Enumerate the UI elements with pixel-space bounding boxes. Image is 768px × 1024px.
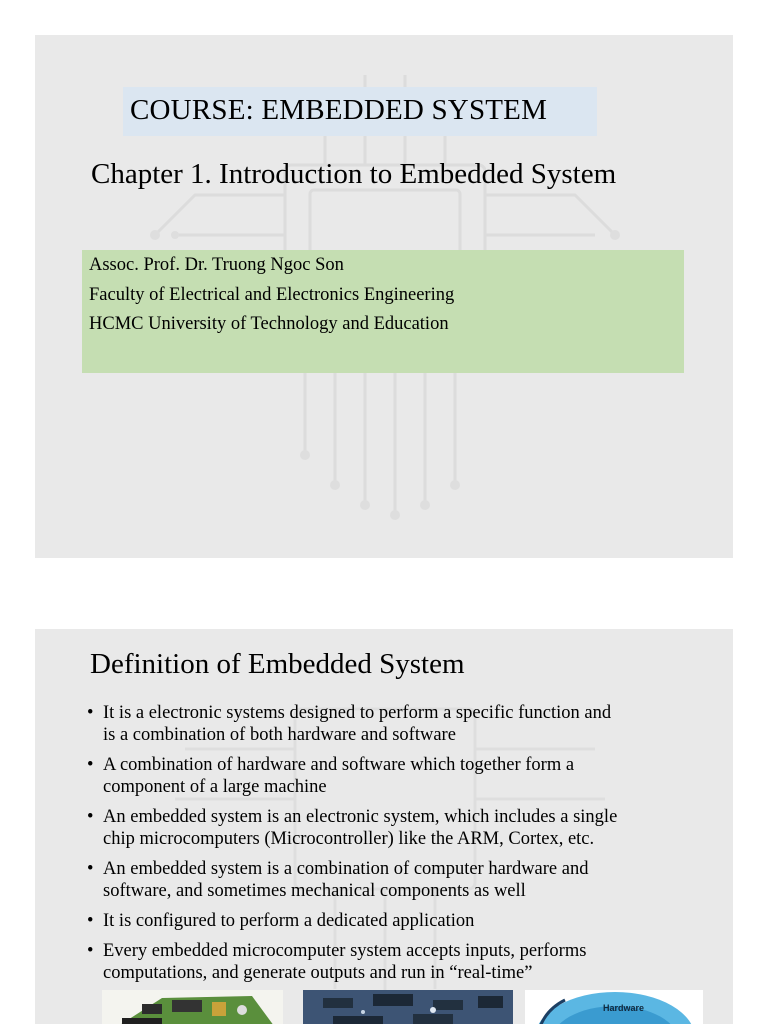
definition-list [87,702,687,992]
author-name: Assoc. Prof. Dr. Truong Ngoc Son [89,255,344,275]
bullet-icon: • [87,859,94,879]
bullet-icon: • [87,755,94,775]
list-item [87,940,687,984]
bullet-line: is a combination of both hardware and software [103,725,456,745]
author-faculty: Faculty of Electrical and Electronics Engineering [89,285,455,305]
hardware-label: Hardware [603,1003,645,1013]
course-title: COURSE: EMBEDDED SYSTEM [130,94,548,126]
bullet-line: computations, and generate outputs and run in “real-time” [103,963,533,983]
bullet-line: A combination of hardware and software which together form a [103,755,575,775]
list-item [87,858,687,902]
bullet-line: component of a large machine [103,777,327,797]
definition-slide [35,629,733,1024]
list-item [87,806,687,850]
circuit-board-icon [102,990,283,1024]
bullet-icon: • [87,941,94,961]
slide-title: Definition of Embedded System [90,648,465,680]
bullet-icon: • [87,703,94,723]
list-item [87,702,687,746]
bullet-line: An embedded system is an electronic system, which includes a single [103,807,618,827]
bullet-line: It is configured to perform a dedicated application [103,911,475,931]
bullet-line: It is a electronic systems designed to perform a specific function and [103,703,612,723]
list-item [87,910,687,932]
author-university: HCMC University of Technology and Education [89,314,449,334]
bullet-icon: • [87,807,94,827]
bullet-line: Every embedded microcomputer system accepts inputs, performs [103,941,587,961]
list-item [87,754,687,798]
title-slide [35,35,733,558]
hardware-diagram-icon [525,990,703,1024]
electronics-photo-icon [303,990,513,1024]
bullet-line: An embedded system is a combination of computer hardware and [103,859,589,879]
chapter-title: Chapter 1. Introduction to Embedded System [91,158,617,190]
bullet-icon: • [87,911,94,931]
bullet-line: software, and sometimes mechanical components as well [103,881,526,901]
bullet-line: chip microcomputers (Microcontroller) like the ARM, Cortex, etc. [103,829,595,849]
